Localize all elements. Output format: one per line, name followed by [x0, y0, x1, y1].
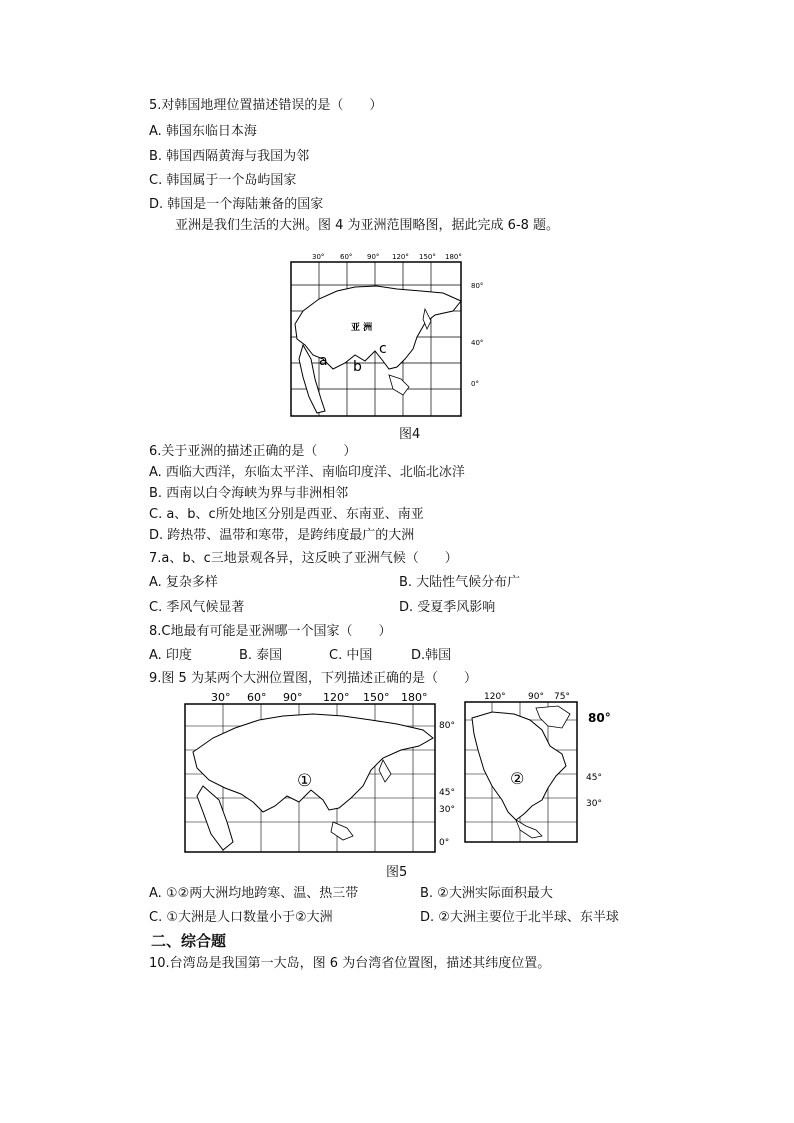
fig5-left-lon-label: 150° [363, 691, 390, 704]
fig5-left-lat-label: 80° [439, 721, 455, 731]
fig4-lon-label: 30° [312, 253, 325, 261]
q8-option-b: B. 泰国 [239, 648, 283, 663]
fig4-caption: 图4 [399, 427, 421, 442]
q7-option-c: C. 季风气候显著 [149, 600, 245, 615]
q8-stem: 8.C地最有可能是亚洲哪一个国家（ ） [149, 624, 392, 639]
fig5-right-lon-label: 120° [484, 692, 506, 702]
fig5-right-lon-label: 90° [528, 692, 544, 702]
fig5-right-lat-label: 45° [586, 773, 602, 783]
fig4-continent-label: 亚 洲 [351, 323, 373, 333]
q6-option-d: D. 跨热带、温带和寒带，是跨纬度最广的大洲 [149, 528, 415, 543]
q5-stem: 5.对韩国地理位置描述错误的是（ ） [149, 98, 383, 113]
q7-option-b: B. 大陆性气候分布广 [399, 575, 521, 590]
section-title: 二、综合题 [151, 932, 227, 950]
q8-option-d: D.韩国 [411, 648, 452, 663]
q5-option-b: B. 韩国西隔黄海与我国为邻 [149, 149, 310, 164]
fig5-left-lon-label: 120° [323, 691, 350, 704]
q5-option-c: C. 韩国属于一个岛屿国家 [149, 173, 297, 188]
fig4-lon-label: 180° [445, 253, 462, 261]
fig4-lon-label: 150° [419, 253, 436, 261]
fig5-caption: 图5 [386, 865, 408, 880]
q6-option-a: A. 西临大西洋，东临太平洋、南临印度洋、北临北冰洋 [149, 465, 465, 480]
q9-option-b: B. ②大洲实际面积最大 [420, 886, 553, 901]
fig4-lon-label: 120° [392, 253, 409, 261]
fig5-right-lon-label: 75° [554, 692, 570, 702]
fig5-left-lat-label: 30° [439, 805, 455, 815]
q7-option-d: D. 受夏季风影响 [399, 600, 496, 615]
q5-option-a: A. 韩国东临日本海 [149, 124, 257, 139]
figure-5-left-map [183, 690, 458, 855]
q8-option-a: A. 印度 [149, 648, 192, 663]
fig4-lon-labels [312, 253, 462, 261]
fig4-lon-label: 60° [340, 253, 353, 261]
fig5-continent-1-label: ① [297, 771, 313, 791]
fig4-point-b: b [353, 359, 362, 375]
fig5-right-lat-label: 30° [586, 799, 602, 809]
q6-option-b: B. 西南以白令海峡为界与非洲相邻 [149, 486, 349, 501]
q6-stem: 6.关于亚洲的描述正确的是（ ） [149, 444, 357, 459]
fig4-lat-label: 0° [471, 380, 479, 388]
q7-stem: 7.a、b、c三地景观各异，这反映了亚洲气候（ ） [149, 551, 458, 566]
fig5-left-lon-label: 90° [283, 691, 303, 704]
q9-stem: 9.图 5 为某两个大洲位置图，下列描述正确的是（ ） [149, 671, 477, 686]
fig5-continent-2-label: ② [510, 769, 525, 788]
fig4-point-c: c [379, 341, 387, 357]
fig5-left-lon-label: 180° [401, 691, 428, 704]
fig5-left-lat-label: 0° [439, 838, 450, 848]
q5-option-d: D. 韩国是一个海陆兼备的国家 [149, 197, 324, 212]
q6-option-c: C. a、b、c所处地区分别是西亚、东南亚、南亚 [149, 507, 424, 522]
q9-option-d: D. ②大洲主要位于北半球、东半球 [420, 910, 619, 925]
fig5-right-lat-label: 80° [588, 711, 611, 725]
fig5-left-lon-label: 30° [211, 691, 231, 704]
q9-option-c: C. ①大洲是人口数量小于②大洲 [149, 910, 333, 925]
fig4-lat-label: 40° [471, 339, 484, 347]
q9-option-a: A. ①②两大洲均地跨寒、温、热三带 [149, 886, 359, 901]
q8-option-c: C. 中国 [329, 648, 373, 663]
figure-5-right-map [462, 690, 614, 848]
fig4-lat-label: 80° [471, 282, 484, 290]
fig4-lon-label: 90° [367, 253, 380, 261]
q7-option-a: A. 复杂多样 [149, 575, 218, 590]
fig4-point-a: a [319, 353, 328, 369]
fig5-left-lat-label: 45° [439, 788, 455, 798]
intro-6-8: 亚洲是我们生活的大洲。图 4 为亚洲范围略图，据此完成 6-8 题。 [175, 218, 560, 233]
q10-stem: 10.台湾岛是我国第一大岛，图 6 为台湾省位置图，描述其纬度位置。 [149, 956, 551, 971]
fig5-left-lon-label: 60° [247, 691, 267, 704]
figure-4-asia-map [285, 249, 500, 419]
